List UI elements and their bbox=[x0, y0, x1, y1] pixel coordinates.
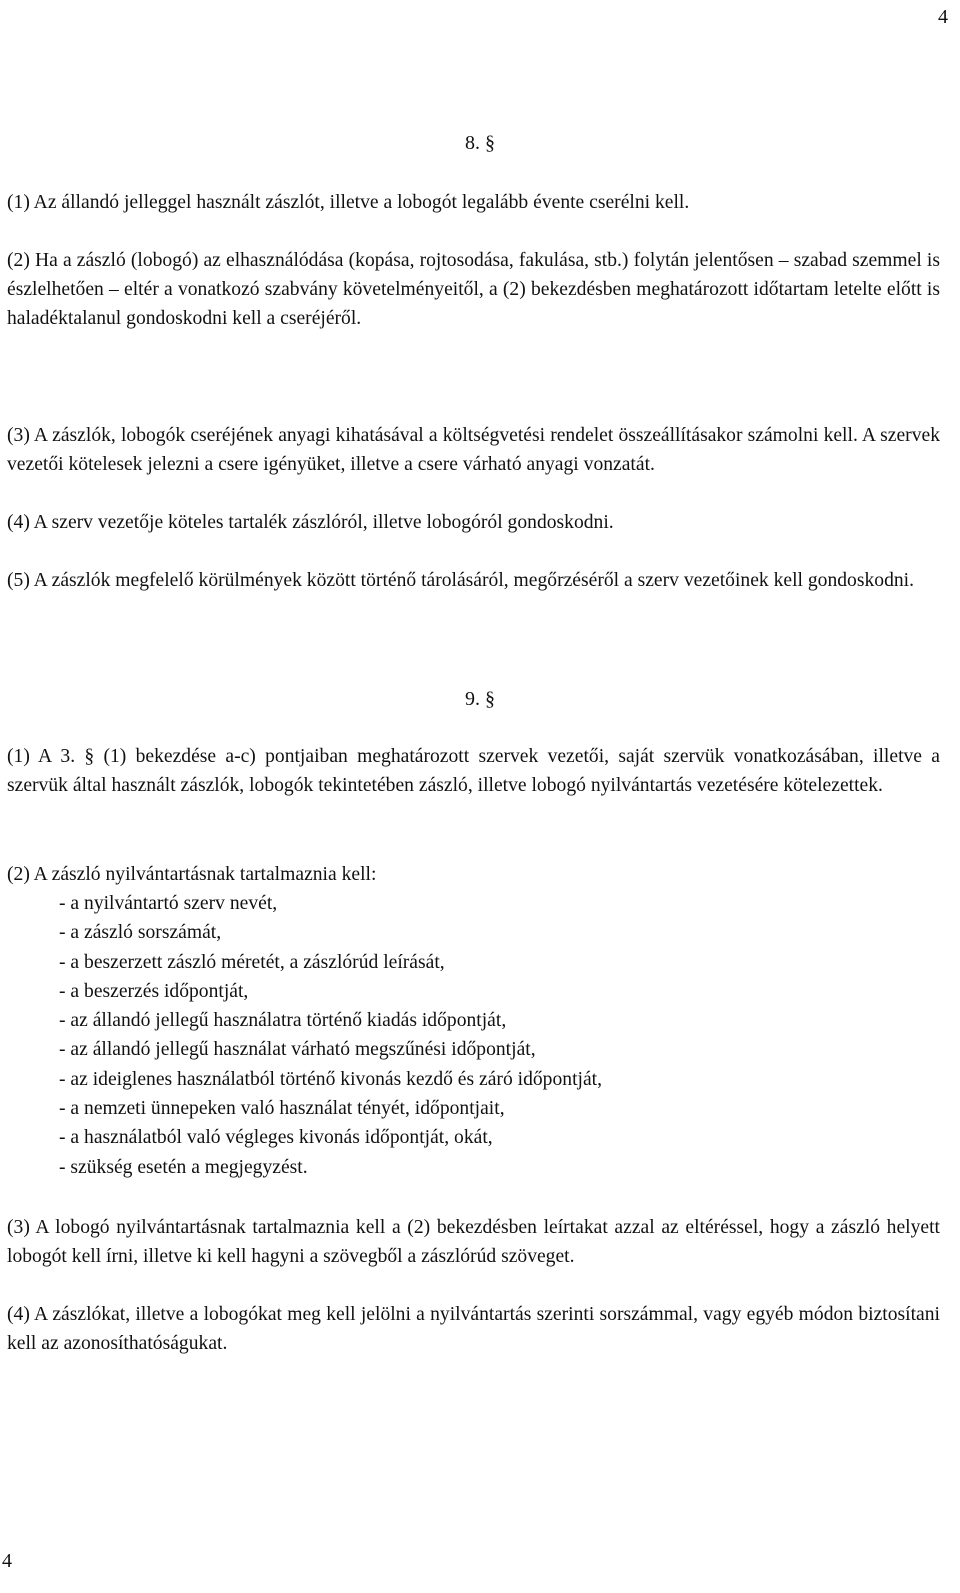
section-8-paragraph-2: (2) Ha a zászló (lobogó) az elhasználódása (kopása, rojtosodása, fakulása, stb.) folytán jelentősen – szabad szemmel is észlelhetően – eltér a vonatkozó szabvány követelményeitől, a (2) bekezdésben meghatározott időtartam letelte előtt is haladéktalanul gondoskodni kell a cseréjéről. bbox=[7, 250, 940, 329]
section-8-heading: 8. § bbox=[465, 132, 495, 154]
section-9-paragraph-2-intro: (2) A zászló nyilvántartásnak tartalmaznia kell: bbox=[7, 864, 377, 885]
list-item: - az állandó jellegű használat várható megszűnési időpontját, bbox=[59, 1039, 536, 1061]
list-item: - a nemzeti ünnepeken való használat tényét, időpontjait, bbox=[59, 1098, 505, 1120]
list-item: - a nyilvántartó szerv nevét, bbox=[59, 893, 278, 914]
section-8-paragraph-4: (4) A szerv vezetője köteles tartalék zászlóról, illetve lobogóról gondoskodni. bbox=[7, 512, 614, 533]
section-9-paragraph-4: (4) A zászlókat, illetve a lobogókat meg kell jelölni a nyilvántartás szerinti sorszámmal, vagy egyéb módon biztosítani kell az azonosíthatóságukat. bbox=[7, 1304, 940, 1354]
list-item: - az állandó jellegű használatra történő kiadás időpontját, bbox=[59, 1010, 507, 1032]
list-item: - a zászló sorszámát, bbox=[59, 922, 222, 944]
page-number-top: 4 bbox=[938, 6, 948, 28]
section-8-paragraph-3: (3) A zászlók, lobogók cseréjének anyagi kihatásával a költségvetési rendelet összeállításakor számolni kell. A szervek vezetői kötelesek jelezni a csere igényüket, illetve a csere várható anyagi vonzatát. bbox=[7, 425, 940, 475]
page-number-bottom: 4 bbox=[2, 1550, 12, 1572]
section-9-heading: 9. § bbox=[465, 688, 495, 710]
section-8-paragraph-1: (1) Az állandó jelleggel használt zászlót, illetve a lobogót legalább évente cserélni kell. bbox=[7, 192, 690, 213]
list-item: - a használatból való végleges kivonás időpontját, okát, bbox=[59, 1127, 493, 1149]
register-contents-list bbox=[59, 889, 602, 1182]
list-item: - szükség esetén a megjegyzést. bbox=[59, 1156, 308, 1178]
list-item: - a beszerzés időpontját, bbox=[59, 980, 249, 1002]
section-9-paragraph-1: (1) A 3. § (1) bekezdése a-c) pontjaiban meghatározott szervek vezetői, saját szervük vonatkozásában, illetve a szervük által használt zászlók, lobogók tekintetében zászló, illetve lobogó nyilvántartás vezetésére kötelezettek. bbox=[7, 746, 940, 796]
section-9-paragraph-3: (3) A lobogó nyilvántartásnak tartalmaznia kell a (2) bekezdésben leírtakat azzal az eltéréssel, hogy a zászló helyett lobogót kell írni, illetve ki kell hagyni a szövegből a zászlórúd szöveget. bbox=[7, 1217, 940, 1267]
list-item: - a beszerzett zászló méretét, a zászlórúd leírását, bbox=[59, 951, 445, 973]
list-item: - az ideiglenes használatból történő kivonás kezdő és záró időpontját, bbox=[59, 1068, 602, 1090]
section-8-paragraph-5: (5) A zászlók megfelelő körülmények között történő tárolásáról, megőrzéséről a szerv vezetőinek kell gondoskodni. bbox=[7, 570, 915, 591]
